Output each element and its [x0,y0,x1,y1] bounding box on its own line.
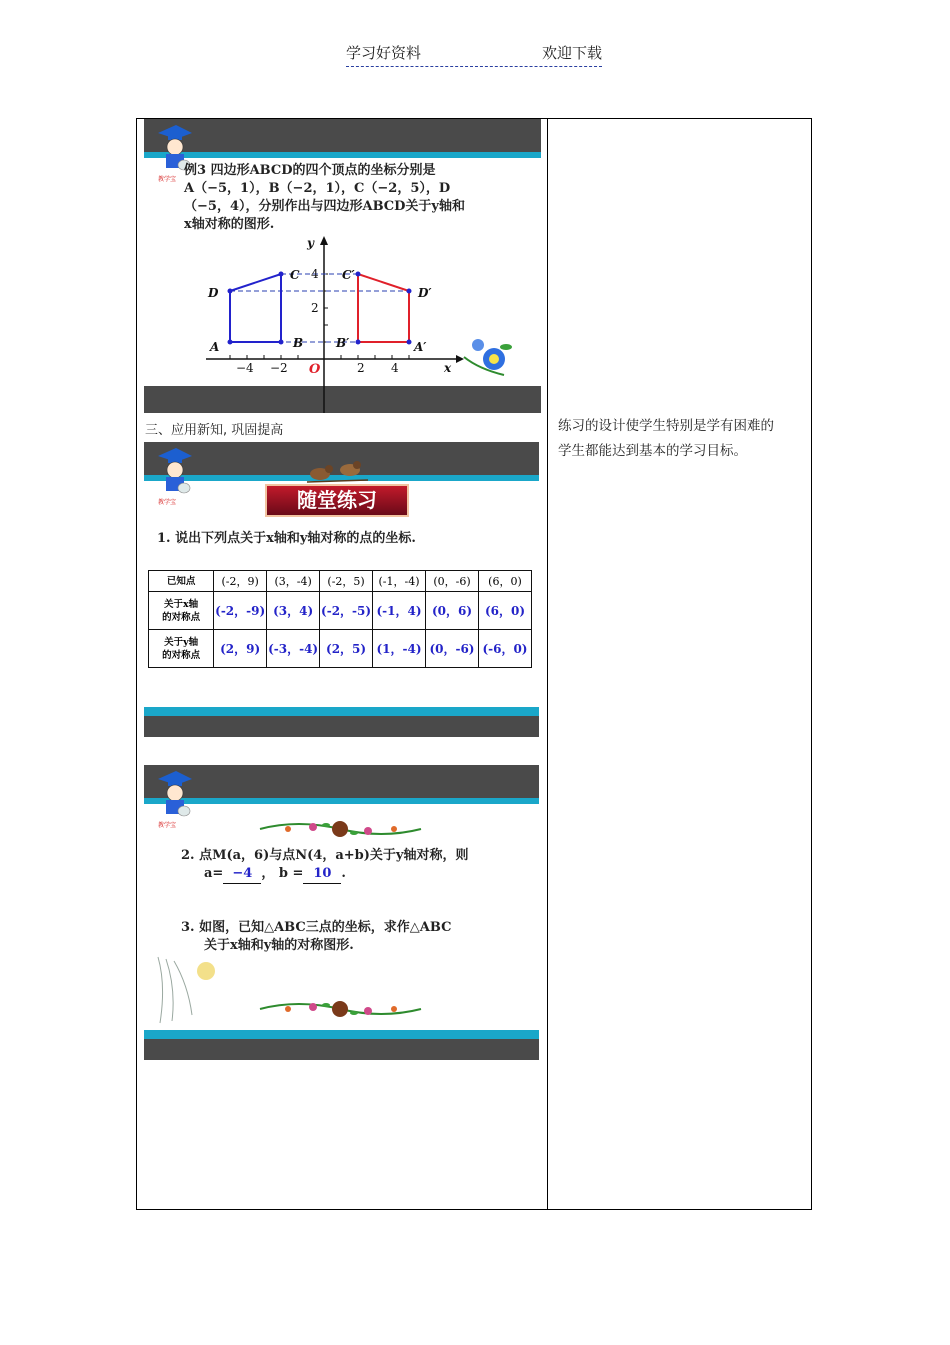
table-cell: (0，6) [426,592,479,630]
y-axis-label: y [307,236,314,250]
table-row-header: 关于x轴 的对称点 [149,592,214,630]
answer-a-value: −4 [223,865,261,884]
point-label-a-prime: A′ [414,340,427,354]
point-label-b: B [293,336,304,350]
teacher-caption: 教学宝 [158,176,177,183]
column-divider [547,118,548,1210]
answer-a-label: a= [204,866,224,881]
page-header [346,42,602,67]
teacher-caption: 教学宝 [158,822,177,829]
point-label-b-prime: B′ [336,336,350,350]
slide-top-stripe [144,798,539,804]
point-label-d: D [208,286,219,300]
table-cell: (0，-6) [426,630,479,668]
coordinate-graph [144,119,541,413]
x-tick-label: −4 [236,361,254,375]
table-cell: (-1，4) [373,592,426,630]
table-cell: (-3，-4) [267,630,320,668]
table-row-header: 已知点 [149,571,214,592]
point-label-c-prime: C′ [342,268,355,282]
table-cell: (-2，5) [320,571,373,592]
table-cell: (-1，-4) [373,571,426,592]
table-cell: (-2，-9) [214,592,267,630]
table-row [149,592,532,630]
y-tick-label: 4 [311,267,319,281]
example-line: 例3 四边形ABCD的四个顶点的坐标分别是 [184,163,436,178]
point-label-a: A [210,340,220,354]
question-1: 1. 说出下列点关于x轴和y轴对称的点的坐标. [157,531,416,546]
section-title: 三、应用新知, 巩固提高 [145,423,284,438]
table-cell: (-6，0) [478,630,531,668]
example-line: （−5，4），分别作出与四边形ABCD关于y轴和 [184,199,465,214]
table-cell: (6，0) [478,571,531,592]
x-tick-label: 4 [391,361,399,375]
answer-end: . [341,866,346,881]
origin-label: O [309,362,321,377]
design-note: 练习的设计使学生特别是学有困难的学生都能达到基本的学习目标。 [558,418,774,459]
quadrilateral-reflected [358,274,409,342]
teacher-mascot-icon [154,769,194,831]
slide-bottom-stripe [144,707,539,716]
x-axis-label: x [444,361,452,375]
question-2 [181,847,521,884]
header-right-text: 欢迎下载 [541,44,602,62]
table-row [149,630,532,668]
question-2-answers: a= −4 ， b = 10 . [181,865,521,884]
y-tick-label: 2 [311,301,319,315]
teacher-mascot-icon [154,446,194,508]
birds-decoration-icon [302,454,372,486]
quadrilateral-abcd [230,274,281,342]
question-3 [181,919,521,955]
slide-bottom-bar [144,716,539,737]
x-tick-label: 2 [357,361,365,375]
table-cell: (1，-4) [373,630,426,668]
floral-divider-icon [258,997,423,1021]
teacher-caption: 教学宝 [158,499,177,506]
question-2-line: 2. 点M(a，6)与点N(4，a+b)关于y轴对称，则 [181,848,469,863]
header-left-text: 学习好资料 [346,44,422,62]
x-tick-label: −2 [270,361,288,375]
table-row-header: 关于y轴 的对称点 [149,630,214,668]
y-axis-arrow-icon [320,236,328,245]
table-cell: (6，0) [478,592,531,630]
answer-b-value: 10 [303,865,341,884]
slide-practice [144,442,539,737]
question-3-line: 关于x轴和y轴的对称图形. [204,938,354,953]
practice-banner: 随堂练习 [265,484,409,517]
slide-questions [144,765,539,1060]
example-line: A（−5，1），B（−2，1），C（−2，5），D [184,181,451,196]
table-cell: (-2，-5) [320,592,373,630]
flower-decoration-icon [464,339,512,375]
table-cell: (3，-4) [267,571,320,592]
example-line: x轴对称的图形. [184,217,275,232]
table-row [149,571,532,592]
table-cell: (2，9) [214,630,267,668]
slide-top-bar [144,765,539,798]
slide-bottom-bar [144,1039,539,1060]
floral-divider-icon [258,817,423,841]
table-cell: (-2，9) [214,571,267,592]
point-label-d-prime: D′ [418,286,432,300]
point-label-c: C [290,268,300,282]
question-3-line: 3. 如图，已知△ABC三点的坐标，求作△ABC [181,920,452,935]
slide-bottom-stripe [144,1030,539,1039]
table-cell: (0，-6) [426,571,479,592]
symmetry-table [148,570,532,668]
slide-example-3 [144,119,541,413]
table-cell: (3，4) [267,592,320,630]
answer-b-label: b = [278,866,304,881]
willow-sun-decoration-icon [152,955,222,1027]
x-axis-arrow-icon [456,355,464,363]
table-cell: (2，5) [320,630,373,668]
